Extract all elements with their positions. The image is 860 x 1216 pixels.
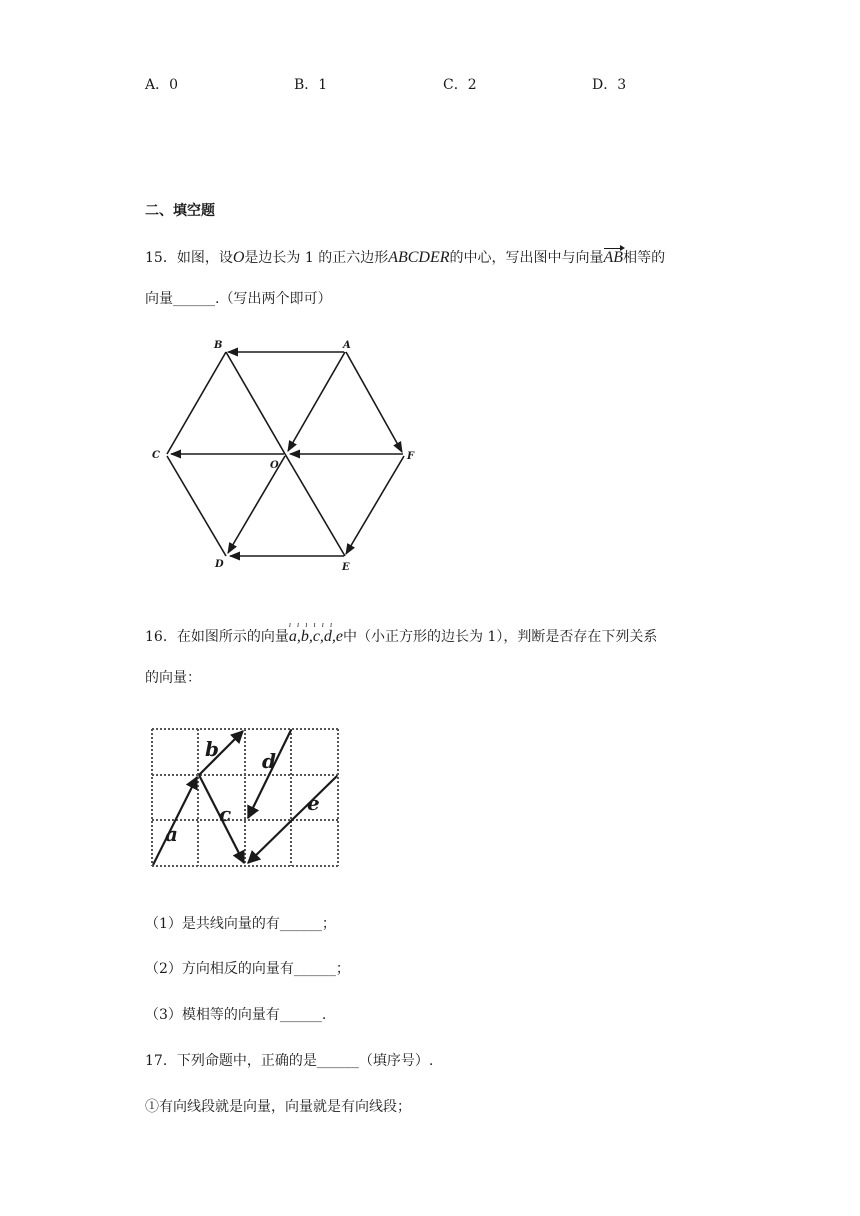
q15-vector-ab: AB xyxy=(603,249,624,266)
q15-center-var: O xyxy=(232,249,245,266)
vector-grid-figure xyxy=(145,720,350,875)
q15-text-b: 是边长为 1 的正六边形 xyxy=(244,250,389,266)
label-a: A xyxy=(343,340,351,351)
grid-label-d: d xyxy=(262,749,276,773)
vector-a xyxy=(153,777,197,865)
label-d: D xyxy=(215,559,224,570)
edge-af xyxy=(346,352,402,452)
option-a: A．0 xyxy=(145,77,179,93)
edge-cd xyxy=(167,456,226,556)
spoke-ao xyxy=(288,352,345,451)
q15-line2: 向量______.（写出两个即可） xyxy=(145,291,332,307)
q16-sub3: （3）模相等的向量有______. xyxy=(145,1007,327,1023)
q16-vectors: a,b,c,d,e xyxy=(288,628,344,645)
grid-label-a: a xyxy=(165,822,178,846)
label-f: F xyxy=(407,451,415,462)
grid-label-c: c xyxy=(219,802,232,826)
hexagon-figure xyxy=(145,330,435,580)
q15-text-a: 15．如图，设 xyxy=(145,250,233,266)
q16-text-b: 中（小正方形的边长为 1），判断是否存在下列关系 xyxy=(343,629,658,645)
q15-text-d: 相等的 xyxy=(623,250,666,266)
q16-text-a: 16．在如图所示的向量 xyxy=(145,629,289,645)
vector-marks: ıııııı xyxy=(288,620,339,629)
grid-label-b: b xyxy=(205,737,219,761)
option-c: C．2 xyxy=(443,77,477,93)
q17-item1: ①有向线段就是向量，向量就是有向线段； xyxy=(145,1099,411,1115)
label-e: E xyxy=(342,562,350,573)
q17-line1: 17．下列命题中，正确的是______（填序号）. xyxy=(145,1053,434,1069)
q16-line1 xyxy=(145,620,658,646)
q15-line1 xyxy=(145,247,665,267)
q16-line2: 的向量： xyxy=(145,670,201,686)
edge-bc xyxy=(167,352,226,454)
label-o: O xyxy=(270,460,279,471)
edge-fe xyxy=(346,456,404,554)
q16-sub1: （1）是共线向量的有______； xyxy=(145,916,336,932)
section-title: 二、填空题 xyxy=(145,203,215,219)
option-b: B．1 xyxy=(294,77,328,93)
spoke-ob xyxy=(226,352,285,454)
option-d: D．3 xyxy=(592,77,627,93)
q15-hex-name: ABCDER xyxy=(388,249,450,266)
grid-label-e: e xyxy=(307,791,320,815)
q16-vector-list xyxy=(288,620,344,645)
label-b: B xyxy=(214,340,223,351)
spoke-oe xyxy=(285,454,345,556)
label-c: C xyxy=(152,450,160,461)
q15-text-c: 的中心，写出图中与向量 xyxy=(449,250,604,266)
q16-sub2: （2）方向相反的向量有______； xyxy=(145,961,350,977)
